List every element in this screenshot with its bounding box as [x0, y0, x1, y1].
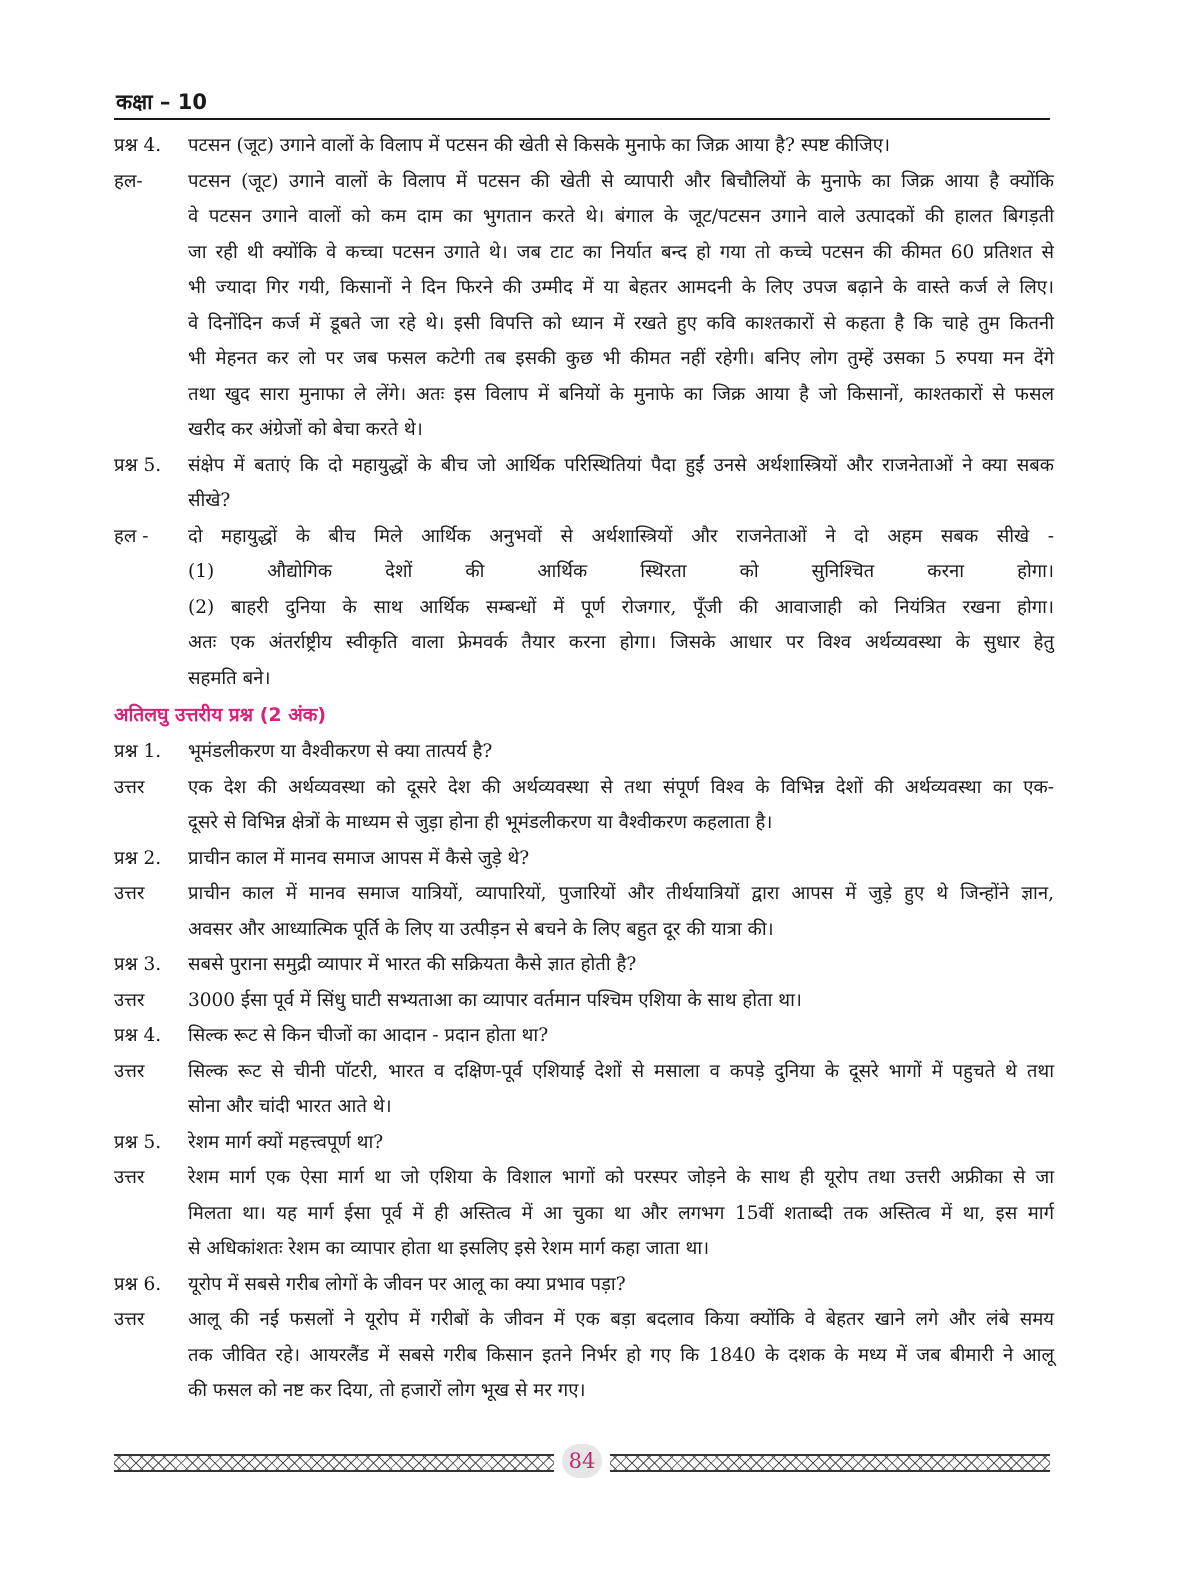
- text-line: तथा खुद सारा मुनाफा ले लेंगे। अतः इस विलाप में बनियों के मुनाफे का जिक्र आया है जो किसानों, काश्तकारों से फसल: [188, 383, 1054, 405]
- qa-label: प्रश्न 2.: [114, 847, 162, 869]
- qa-text: [188, 1018, 1054, 1054]
- text-line: सहमति बने।: [188, 667, 271, 689]
- qa-label: प्रश्न 4.: [114, 1025, 162, 1046]
- text-line: भी मेहनत कर लो पर जब फसल कटेगी तब इसकी कुछ भी कीमत नहीं रहेगी। बनिए लोग तुम्हें उसका 5 रुपया मन देंगे: [188, 348, 1054, 369]
- text-line: दूसरे से विभिन्न क्षेत्रों के माध्यम से जुड़ा होना ही भूमंडलीकरण या वैश्वीकरण कहलाता है।: [188, 812, 773, 833]
- qa-label: प्रश्न 5.: [114, 454, 162, 476]
- qa-item: [114, 1054, 1054, 1125]
- qa-text: [188, 947, 1054, 983]
- text-line: सिल्क रूट से किन चीजों का आदान - प्रदान होता था?: [188, 1025, 549, 1046]
- qa-text: [188, 128, 1054, 164]
- text-line: आलू की नई फसलों ने यूरोप में गरीबों के जीवन में एक बड़ा बदलाव किया क्योंकि वे बेहतर खाने लगे और लंबे समय: [188, 1309, 1054, 1330]
- text-line: 3000 ईसा पूर्व में सिंधु घाटी सभ्यताआ का व्यापार वर्तमान पश्चिम एशिया के साथ होता था।: [188, 989, 802, 1011]
- footer-border-left: [114, 1454, 554, 1472]
- text-line: सबसे पुराना समुद्री व्यापार में भारत की सक्रियता कैसे ज्ञात होती है?: [188, 954, 637, 975]
- text-line: अतः एक अंतर्राष्ट्रीय स्वीकृति वाला फ्रेमवर्क तैयार करना होगा। जिसके आधार पर विश्व अर्थव्यवस्था के सुधार हेतु: [188, 632, 1054, 653]
- text-line: से अधिकांशतः रेशम का व्यापार होता था इसलिए इसे रेशम मार्ग कहा जाता था।: [188, 1238, 710, 1259]
- qa-label: प्रश्न 1.: [114, 741, 162, 762]
- page-content: [114, 128, 1054, 1409]
- qa-text: [188, 1054, 1054, 1125]
- qa-text: [188, 734, 1054, 770]
- footer-border-right: [610, 1454, 1050, 1472]
- text-line: एक देश की अर्थव्यवस्था को दूसरे देश की अर्थव्यवस्था से तथा संपूर्ण विश्व के विभिन्न देशों की अर्थव्यवस्था का एक-: [188, 776, 1054, 798]
- text-line: की फसल को नष्ट कर दिया, तो हजारों लोग भूख से मर गए।: [188, 1380, 586, 1401]
- qa-block-long-answers: [114, 128, 1054, 696]
- qa-label: उत्तर: [114, 1167, 145, 1188]
- qa-text: [188, 448, 1054, 519]
- text-line: अवसर और आध्यात्मिक पूर्ति के लिए या उत्पीड़न से बचने के लिए बहुत दूर की यात्रा की।: [188, 918, 774, 940]
- qa-label: उत्तर: [114, 776, 145, 798]
- qa-item: [114, 947, 1054, 983]
- text-line: (2) बाहरी दुनिया के साथ आर्थिक सम्बन्धों में पूर्ण रोजगार, पूँजी की आवाजाही को नियंत्रित रखना होगा।: [188, 596, 1054, 618]
- qa-item: [114, 448, 1054, 519]
- text-line: वे पटसन उगाने वालों को कम दाम का भुगतान करते थे। बंगाल के जूट/पटसन उगाने वाले उत्पादकों की हालत बिगड़ती: [188, 206, 1054, 227]
- qa-label: प्रश्न 5.: [114, 1131, 162, 1153]
- class-title: कक्षा – 10: [116, 90, 207, 114]
- qa-text: [188, 1302, 1054, 1409]
- qa-item: [114, 841, 1054, 877]
- text-line: पटसन (जूट) उगाने वालों के विलाप में पटसन की खेती से किसके मुनाफे का जिक्र आया है? स्पष्ट कीजिए।: [188, 135, 891, 156]
- qa-text: [188, 519, 1054, 697]
- qa-label: उत्तर: [114, 1309, 145, 1330]
- qa-text: [188, 1125, 1054, 1161]
- qa-label: हल-: [114, 170, 143, 192]
- qa-item: [114, 1160, 1054, 1267]
- text-line: प्राचीन काल में मानव समाज यात्रियों, व्यापारियों, पुजारियों और तीर्थयात्रियों द्वारा आपस में जुड़े हुए थे जिन्होंने ज्ञान,: [188, 883, 1054, 904]
- qa-text: [188, 841, 1054, 877]
- qa-item: [114, 1018, 1054, 1054]
- text-line: रेशम मार्ग एक ऐसा मार्ग था जो एशिया के विशाल भागों को परस्पर जोड़ने के साथ ही यूरोप तथा उत्तरी अफ्रीका से जा: [188, 1167, 1054, 1188]
- text-line: (1) औद्योगिक देशों की आर्थिक स्थिरता को सुनिश्चित करना होगा।: [188, 561, 1054, 582]
- header-divider: [114, 118, 1050, 120]
- text-line: पटसन (जूट) उगाने वालों के विलाप में पटसन की खेती से व्यापारी और बिचौलियों के मुनाफे का जिक्र आया है क्योंकि: [188, 170, 1054, 192]
- qa-text: [188, 770, 1054, 841]
- text-line: मिलता था। यह मार्ग ईसा पूर्व में ही अस्तित्व में आ चुका था और लगभग 15वीं शताब्दी तक अस्तित्व में था, इस मार्ग: [188, 1202, 1054, 1224]
- qa-label: प्रश्न 6.: [114, 1273, 162, 1295]
- text-line: तक जीवित रहे। आयरलैंड में सबसे गरीब किसान इतने निर्भर हो गए कि 1840 के दशक के मध्य में जब बीमारी ने आलू: [188, 1344, 1054, 1366]
- text-line: सीखे?: [188, 490, 231, 511]
- text-line: भूमंडलीकरण या वैश्वीकरण से क्या तात्पर्य है?: [188, 741, 493, 762]
- qa-text: [188, 983, 1054, 1019]
- qa-item: [114, 770, 1054, 841]
- page-number: 84: [562, 1444, 602, 1478]
- text-line: वे दिनोंदिन कर्ज में डूबते जा रहे थे। इसी विपत्ति को ध्यान में रखते हुए कवि काश्तकारों से कहता है कि चाहे तुम कितनी: [188, 312, 1054, 334]
- text-line: खरीद कर अंग्रेजों को बेचा करते थे।: [188, 419, 423, 440]
- text-line: सोना और चांदी भारत आते थे।: [188, 1096, 392, 1117]
- qa-item: [114, 734, 1054, 770]
- qa-text: [188, 1160, 1054, 1267]
- qa-text: [188, 164, 1054, 448]
- text-line: प्राचीन काल में मानव समाज आपस में कैसे जुड़े थे?: [188, 847, 530, 869]
- qa-label: उत्तर: [114, 883, 145, 904]
- qa-label: उत्तर: [114, 989, 145, 1011]
- text-line: संक्षेप में बताएं कि दो महायुद्धों के बीच जो आर्थिक परिस्थितियां पैदा हुईं उनसे अर्थशास्त्रियों और राजनेताओं ने क्या सबक: [188, 454, 1054, 476]
- text-line: जा रही थी क्योंकि वे कच्चा पटसन उगाते थे। जब टाट का निर्यात बन्द हो गया तो कच्चे पटसन की कीमत 60 प्रतिशत से: [188, 241, 1054, 263]
- qa-item: [114, 519, 1054, 697]
- text-line: भी ज्यादा गिर गयी, किसानों ने दिन फिरने की उम्मीद में या बेहतर आमदनी के लिए उपज बढ़ाने के वास्ते कर्ज ले लिए।: [188, 277, 1054, 298]
- qa-item: [114, 164, 1054, 448]
- text-line: रेशम मार्ग क्यों महत्त्वपूर्ण था?: [188, 1131, 384, 1153]
- qa-label: उत्तर: [114, 1060, 145, 1082]
- qa-item: [114, 1267, 1054, 1303]
- text-line: सिल्क रूट से चीनी पॉटरी, भारत व दक्षिण-पूर्व एशियाई देशों से मसाला व कपड़े दुनिया के दूसरे भागों में पहुचते थे तथा: [188, 1060, 1054, 1082]
- qa-text: [188, 876, 1054, 947]
- section-heading: अतिलघु उत्तरीय प्रश्न (2 अंक): [114, 704, 327, 726]
- qa-item: [114, 1302, 1054, 1409]
- qa-label: प्रश्न 3.: [114, 954, 162, 975]
- qa-item: [114, 876, 1054, 947]
- qa-label: हल -: [114, 525, 149, 547]
- qa-item: [114, 128, 1054, 164]
- qa-text: [188, 1267, 1054, 1303]
- page-footer: [114, 1444, 1050, 1478]
- qa-block-short-answers: [114, 734, 1054, 1409]
- qa-item: [114, 1125, 1054, 1161]
- text-line: दो महायुद्धों के बीच मिले आर्थिक अनुभवों से अर्थशास्त्रियों और राजनेताओं ने दो अहम सबक सीखे -: [188, 525, 1054, 547]
- qa-label: प्रश्न 4.: [114, 135, 162, 156]
- text-line: यूरोप में सबसे गरीब लोगों के जीवन पर आलू का क्या प्रभाव पड़ा?: [188, 1273, 626, 1295]
- qa-item: [114, 983, 1054, 1019]
